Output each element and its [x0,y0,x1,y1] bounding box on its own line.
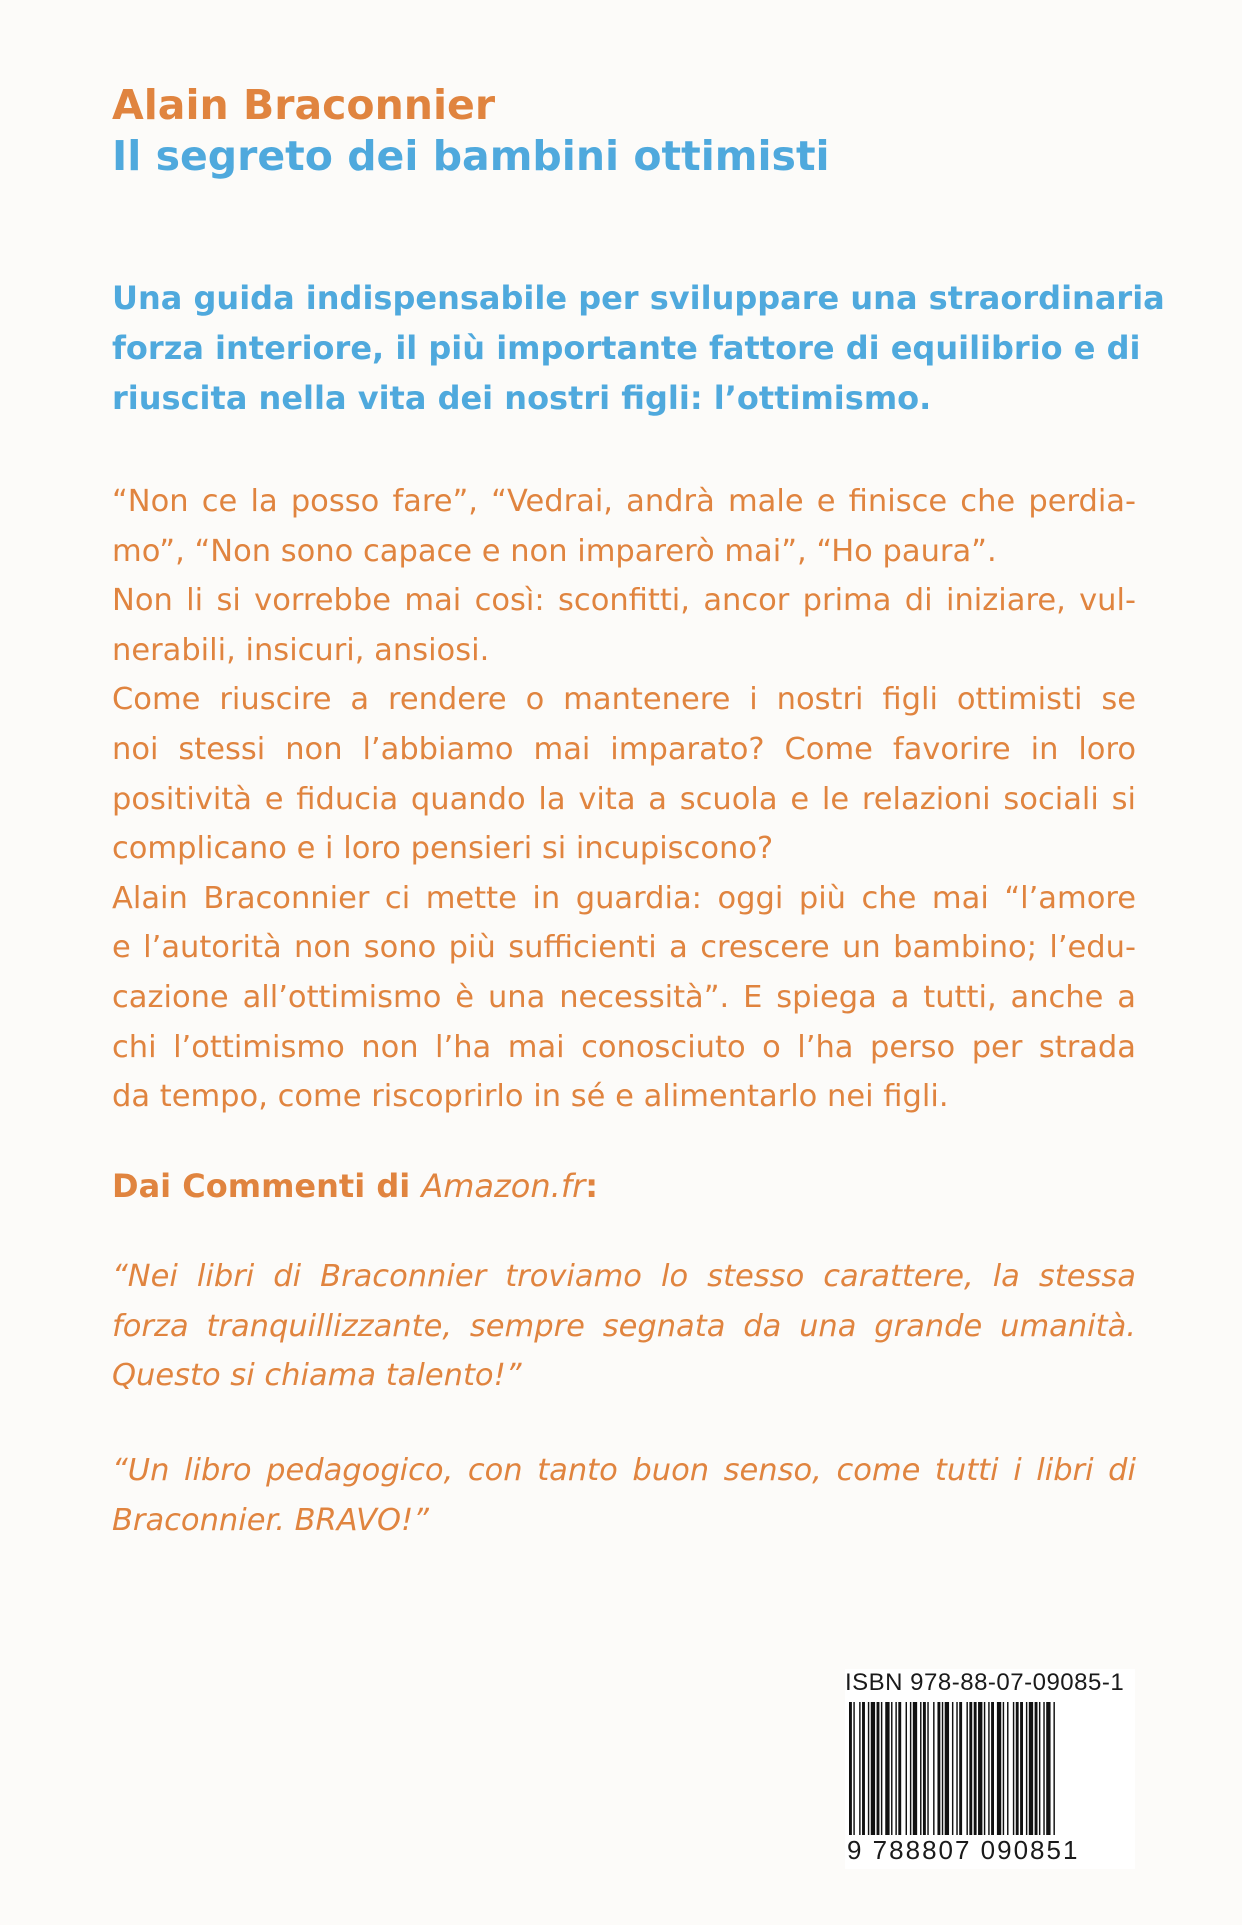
barcode-bar [1035,1702,1038,1852]
comments-heading-suffix: : [585,1167,599,1205]
lead-line: forza interiore, il più importante fattore di equilibrio e di [112,329,1141,367]
barcode-bar [966,1702,967,1852]
body-line: mo”, “Non sono capace e non imparerò mai”, “Ho paura”. [112,533,997,569]
barcode-bar [881,1702,882,1852]
body-line: noi stessi non l’abbiamo mai imparato? Come favorire in loro [112,731,1136,767]
barcode-bar [868,1702,869,1852]
barcode-bar [978,1702,982,1852]
barcode-bar [1013,1702,1014,1852]
body-line: Come riuscire a rendere o mantenere i nostri figli ottimisti se [112,682,1136,718]
body-line: positività e fiducia quando la vita a scuola e le relazioni sociali si [112,781,1136,817]
barcode-bar [862,1702,865,1852]
comments-heading [112,1161,598,1211]
barcode-bar [871,1702,875,1852]
barcode-bar [1039,1702,1040,1852]
barcode-image [845,1702,1135,1852]
barcode-bar [959,1702,962,1852]
review-quote-2 [112,1446,1136,1545]
barcode-bar [1043,1702,1044,1852]
quote-line: “Un libro pedagogico, con tanto buon senso, come tutti i libri di [112,1453,1136,1488]
body-line: nerabili, insicuri, ansiosi. [112,632,490,668]
barcode-bar [937,1702,940,1852]
comments-heading-source: Amazon.fr [421,1167,586,1205]
lead-line: riuscita nella vita dei nostri figli: l’ottimismo. [112,379,932,417]
barcode-bar [1029,1702,1033,1852]
barcode-bar [923,1702,926,1852]
author-name: Alain Braconnier [112,81,496,129]
barcode-bar [849,1702,852,1852]
barcode-bar [927,1702,928,1852]
quote-line: Questo si chiama talento!” [112,1358,522,1394]
comments-heading-prefix: Dai Commenti di [112,1167,422,1205]
barcode-bar [1020,1702,1023,1852]
barcode-bar [898,1702,901,1852]
barcode-bar [1003,1702,1004,1852]
barcode-bar [974,1702,977,1852]
barcode-bar [933,1702,934,1852]
barcode-bar [910,1702,911,1852]
barcode-bar [1026,1702,1027,1852]
barcode-bar [906,1702,907,1852]
barcode-bar [853,1702,854,1852]
barcode-bar [991,1702,994,1852]
review-quote-1 [112,1252,1136,1401]
book-title: Il segreto dei bambini ottimisti [112,132,830,180]
body-line: complicano e i loro pensieri si incupiscono? [112,831,774,867]
barcode-bar [1007,1702,1008,1852]
barcode-bar [956,1702,957,1852]
barcode-bar [885,1702,889,1852]
barcode-bar [895,1702,896,1852]
body-line: Alain Braconnier ci mette in guardia: oggi più che mai “l’amore [112,880,1136,916]
body-line: Non li si vorrebbe mai così: sconfitti, ancor prima di iniziare, vul- [112,583,1136,619]
barcode-bar [877,1702,880,1852]
barcode-digits: 9 788807 090851 [847,1835,1080,1865]
quote-line: Braconnier. BRAVO!” [112,1502,429,1538]
barcode-bar [969,1702,972,1852]
barcode-bar [952,1702,953,1852]
body-line: chi l’ottimismo non l’ha mai conosciuto o l’ha perso per strada [112,1029,1136,1065]
isbn-label: ISBN 978-88-07-09085-1 [845,1669,1125,1696]
description-text [112,477,1136,1122]
barcode-bar [859,1702,860,1852]
barcode-bar [945,1702,949,1852]
body-line: e l’autorità non sono più sufficienti a crescere un bambino; l’edu- [112,930,1136,966]
barcode-bar [891,1702,892,1852]
barcode-bar [942,1702,943,1852]
barcode-bar [997,1702,1001,1852]
quote-line: “Nei libri di Braconnier troviamo lo stesso carattere, la stessa [112,1259,1136,1294]
barcode-bar [920,1702,921,1852]
barcode-bar [1016,1702,1019,1852]
lead-line: Una guida indispensabile per sviluppare una straordinaria [112,279,1165,317]
barcode-bar [988,1702,989,1852]
body-line: da tempo, come riscoprirlo in sé e alimentarlo nei figli. [112,1079,949,1115]
barcode-bar [984,1702,985,1852]
barcode-bar [1046,1702,1050,1852]
lead-paragraph [112,273,1165,423]
body-line: cazione all’ottimismo è una necessità”. E spiega a tutti, anche a [112,979,1136,1015]
barcode-bar [913,1702,917,1852]
barcode-bar [1053,1702,1054,1852]
quote-line: forza tranquillizzante, sempre segnata da una grande umanità. [112,1308,1136,1344]
body-line: “Non ce la posso fare”, “Vedrai, andrà male e finisce che perdia- [112,484,1136,519]
